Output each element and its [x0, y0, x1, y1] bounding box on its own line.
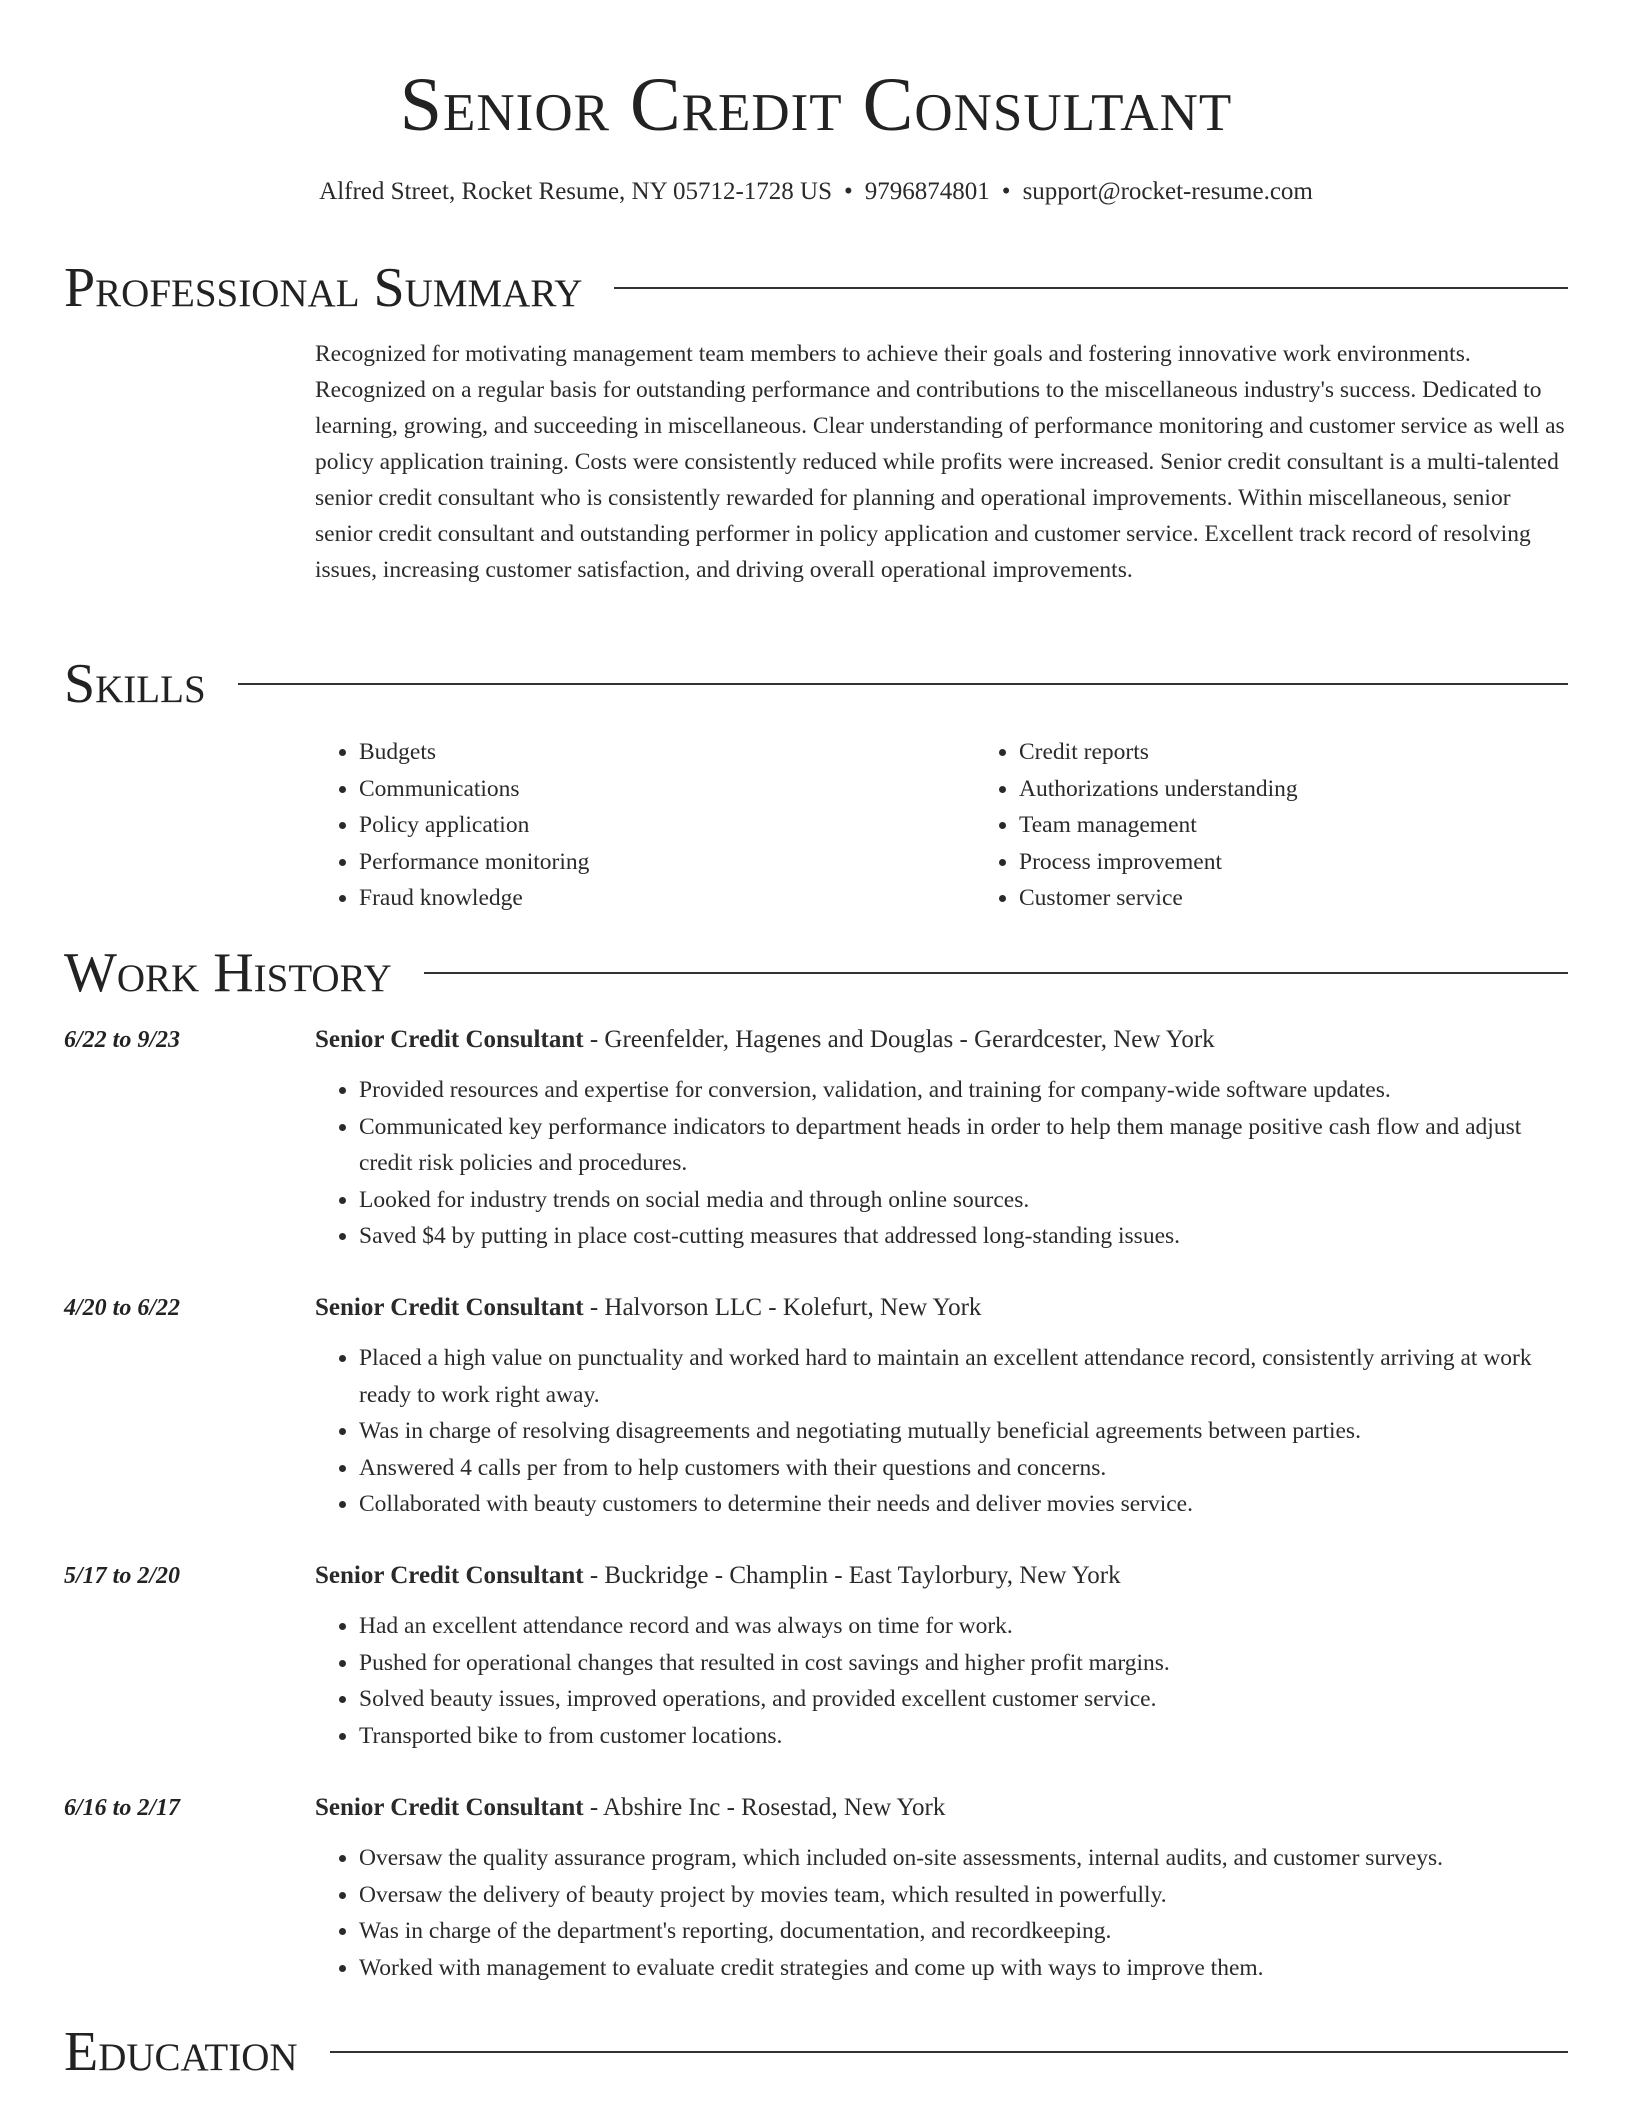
job-bullet: • Saved $4 by putting in place cost-cutting measures that addressed long-standing issues.	[359, 1218, 1568, 1255]
job-bullets	[315, 1608, 1568, 1754]
skill-item: • Fraud knowledge	[359, 880, 975, 917]
education-section-header	[64, 2020, 1568, 2084]
skill-item: • Performance monitoring	[359, 844, 975, 881]
job-bullet: • Solved beauty issues, improved operations, and provided excellent customer service.	[359, 1681, 1568, 1718]
job-bullet: • Transported bike to from customer locations.	[359, 1718, 1568, 1755]
summary-text: Recognized for motivating management team members to achieve their goals and fostering innovative work environments. Recognized on a regular basis for outstanding performance and contributions to the miscellaneous industry's success. Dedicated to learning, growing, and succeeding in miscellaneous. Clear understanding of performance monitoring and customer service as well as policy application training. Costs were consistently reduced while profits were increased. Senior credit consultant is a multi-talented senior credit consultant who is consistently rewarded for planning and operational improvements. Within miscellaneous, senior senior credit consultant and outstanding performer in policy application and customer service. Excellent track record of resolving issues, increasing customer satisfaction, and driving overall operational improvements.	[315, 341, 1565, 583]
separator-dot: •	[1001, 178, 1011, 205]
skills-list	[315, 734, 1568, 917]
skills-column-right	[975, 734, 1298, 917]
section-title-work: Work History	[64, 942, 392, 1004]
section-divider	[238, 683, 1568, 685]
job-bullet: • Placed a high value on punctuality and worked hard to maintain an excellent attendance record, consistently arriving at work ready to work right away.	[359, 1340, 1568, 1413]
job-bullet: • Had an excellent attendance record and was always on time for work.	[359, 1608, 1568, 1645]
skill-item: • Budgets	[359, 734, 975, 771]
job-heading	[315, 1022, 1215, 1058]
job-bullet: • Oversaw the delivery of beauty project by movies team, which resulted in powerfully.	[359, 1877, 1568, 1914]
work-section-header	[64, 941, 1568, 1005]
resume-name: Senior Credit Consultant	[399, 63, 1233, 147]
skill-item: • Authorizations understanding	[1019, 771, 1298, 808]
job-dates: 6/22 to 9/23	[64, 1027, 181, 1053]
job-bullet: • Answered 4 calls per from to help customers with their questions and concerns.	[359, 1450, 1568, 1487]
job-title: Senior Credit Consultant	[315, 1562, 584, 1589]
skill-item: • Credit reports	[1019, 734, 1298, 771]
job-dates: 6/16 to 2/17	[64, 1795, 181, 1821]
job-bullet: • Was in charge of resolving disagreements and negotiating mutually beneficial agreements between parties.	[359, 1413, 1568, 1450]
job-heading	[315, 1290, 981, 1326]
job-company: - Abshire Inc - Rosestad, New York	[583, 1794, 946, 1821]
contact-phone: 9796874801	[864, 178, 990, 205]
contact-line	[0, 172, 1632, 212]
job-bullets	[315, 1072, 1568, 1255]
job-bullets	[315, 1840, 1568, 1986]
job-bullet: • Provided resources and expertise for conversion, validation, and training for company-wide software updates.	[359, 1072, 1568, 1109]
job-company: - Greenfelder, Hagenes and Douglas - Gerardcester, New York	[583, 1026, 1215, 1053]
job-bullet: • Oversaw the quality assurance program, which included on-site assessments, internal audits, and customer surveys.	[359, 1840, 1568, 1877]
job-heading	[315, 1558, 1121, 1594]
skills-section-header	[64, 652, 1568, 716]
job-title: Senior Credit Consultant	[315, 1794, 584, 1821]
section-title-summary: Professional Summary	[64, 257, 583, 319]
job-title: Senior Credit Consultant	[315, 1026, 584, 1053]
separator-dot: •	[844, 178, 853, 205]
section-title-skills: Skills	[64, 653, 206, 715]
job-company: - Halvorson LLC - Kolefurt, New York	[583, 1294, 982, 1321]
skill-item: • Policy application	[359, 807, 975, 844]
skill-item: • Team management	[1019, 807, 1298, 844]
job-bullet: • Pushed for operational changes that resulted in cost savings and higher profit margins.	[359, 1645, 1568, 1682]
job-bullet: • Was in charge of the department's reporting, documentation, and recordkeeping.	[359, 1913, 1568, 1950]
job-bullet: • Worked with management to evaluate credit strategies and come up with ways to improve them.	[359, 1950, 1568, 1987]
skill-item: • Process improvement	[1019, 844, 1298, 881]
skills-column-left	[315, 734, 975, 917]
skill-item: • Communications	[359, 771, 975, 808]
section-divider	[330, 2051, 1568, 2053]
job-title: Senior Credit Consultant	[315, 1294, 584, 1321]
job-dates: 5/17 to 2/20	[64, 1563, 181, 1589]
job-bullet: • Looked for industry trends on social media and through online sources.	[359, 1182, 1568, 1219]
summary-section-header	[64, 256, 1568, 320]
job-bullet: • Communicated key performance indicators to department heads in order to help them manage positive cash flow and adjust credit risk policies and procedures.	[359, 1109, 1568, 1182]
skill-item: • Customer service	[1019, 880, 1298, 917]
job-bullet: • Collaborated with beauty customers to determine their needs and deliver movies service.	[359, 1486, 1568, 1523]
contact-address: Alfred Street, Rocket Resume, NY 05712-1728 US	[319, 178, 833, 205]
job-bullets	[315, 1340, 1568, 1523]
contact-email: support@rocket-resume.com	[1022, 178, 1313, 205]
section-divider	[424, 972, 1568, 974]
section-title-education: Education	[64, 2021, 298, 2083]
job-company: - Buckridge - Champlin - East Taylorbury, New York	[583, 1562, 1121, 1589]
job-heading	[315, 1790, 945, 1826]
section-divider	[614, 287, 1568, 289]
job-dates: 4/20 to 6/22	[64, 1295, 181, 1321]
